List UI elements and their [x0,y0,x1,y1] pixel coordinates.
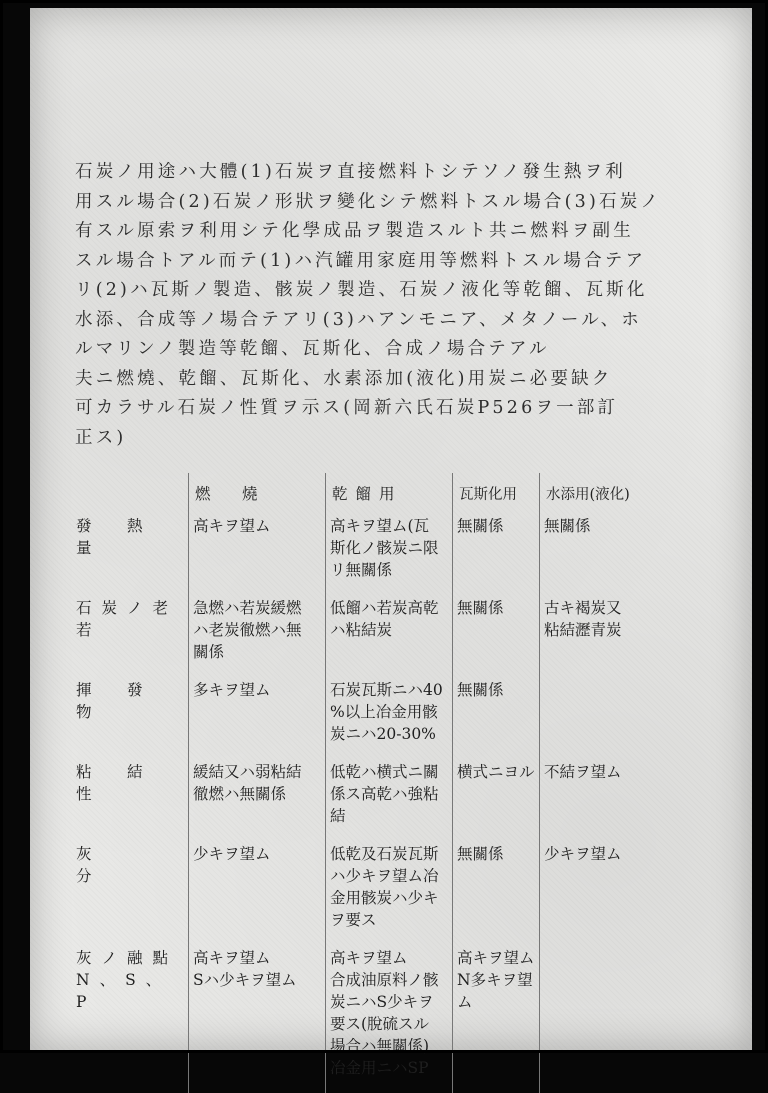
table-cell [540,677,657,759]
table-cell: 不結ヲ望ム [540,759,657,841]
header-carbonization: 乾餾用 [326,473,453,513]
table-cell [540,945,657,1093]
header-gasification: 瓦斯化用 [453,473,540,513]
coal-properties-table [72,473,656,1093]
table-cell: 緩結又ハ弱粘結 徹燃ハ無關係 [189,759,326,841]
table-cell: 高キヲ望ム 合成油原料ノ骸 炭ニハS少キヲ 要ス(脫硫スル 場合ハ無關係) 冶金用ニハSP [326,945,453,1093]
table-cell: 急燃ハ若炭緩燃 ハ老炭徹燃ハ無 關係 [189,595,326,677]
row-label: 灰 分 [76,845,179,885]
table-cell: 無關係 [453,841,540,945]
table-row [72,945,656,1093]
table-cell: 低餾ハ若炭高乾 ハ粘結炭 [326,595,453,677]
row-label: 灰ノ融點 N、S、P [76,949,179,1011]
body-paragraph [75,158,705,453]
paragraph-line: スル場合トアル而テ(1)ハ汽罐用家庭用等燃料トスル場合テア [75,250,647,271]
row-label: 粘 結 性 [76,763,179,803]
table-row [72,513,656,595]
table-cell: 無關係 [453,513,540,595]
table-cell: 少キヲ望ム [189,841,326,945]
table-row [72,677,656,759]
table-cell: 高キヲ望ム Sハ少キヲ望ム [189,945,326,1093]
table-cell: 無關係 [453,677,540,759]
table-cell: 低乾及石炭瓦斯 ハ少キヲ望ム冶 金用骸炭ハ少キ ヲ要ス [326,841,453,945]
document-page [30,8,752,1077]
table-row [72,595,656,677]
table-cell: 多キヲ望ム [189,677,326,759]
table-cell: 低乾ハ横式ニ關 係ス高乾ハ強粘 結 [326,759,453,841]
table-cell: 高キヲ望ム N多キヲ望 ム [453,945,540,1093]
table-cell: 高キヲ望ム(瓦 斯化ノ骸炭ニ限 リ無關係 [326,513,453,595]
paragraph-line: 用スル場合(2)石炭ノ形狀ヲ變化シテ燃料トスル場合(3)石炭ノ [75,191,662,212]
table-cell: 高キヲ望ム [189,513,326,595]
row-label: 發 熱 量 [76,517,179,557]
table-cell: 横式ニヨル [453,759,540,841]
header-empty [72,473,189,513]
header-hydrogenation: 水添用(液化) [540,473,657,513]
paragraph-line: 夫ニ燃燒、乾餾、瓦斯化、水素添加(液化)用炭ニ必要缺ク [75,368,613,389]
table-header-row [72,473,656,513]
paragraph-line: 可カラサル石炭ノ性質ヲ示ス(岡新六氏石炭P526ヲ一部訂 [75,398,619,418]
paragraph-line: 有スル原索ヲ利用シテ化學成品ヲ製造スルト共ニ燃料ヲ副生 [75,221,634,241]
row-label: 揮 發 物 [76,681,179,721]
paragraph-line: 石炭ノ用途ハ大體(1)石炭ヲ直接燃料トシテソノ發生熱ヲ利 [75,162,627,182]
paragraph-line: リ(2)ハ瓦斯ノ製造、骸炭ノ製造、石炭ノ液化等乾餾、瓦斯化 [75,280,648,300]
table-row [72,841,656,945]
table-row [72,759,656,841]
paragraph-line: 正ス) [75,427,127,448]
table-cell: 無關係 [540,513,657,595]
header-combustion: 燃 燒 [189,473,326,513]
paragraph-line: ルマリンノ製造等乾餾、瓦斯化、合成ノ場合テアル [75,339,550,359]
table-cell: 少キヲ望ム [540,841,657,945]
row-label: 石炭ノ老若 [76,599,179,639]
table-cell: 石炭瓦斯ニハ40 %以上冶金用骸 炭ニハ20-30% [326,677,453,759]
table-cell: 無關係 [453,595,540,677]
paragraph-line: 水添、合成等ノ場合テアリ(3)ハアンモニア、メタノール、ホ [75,309,642,330]
table-cell: 古キ褐炭又 粘結瀝青炭 [540,595,657,677]
